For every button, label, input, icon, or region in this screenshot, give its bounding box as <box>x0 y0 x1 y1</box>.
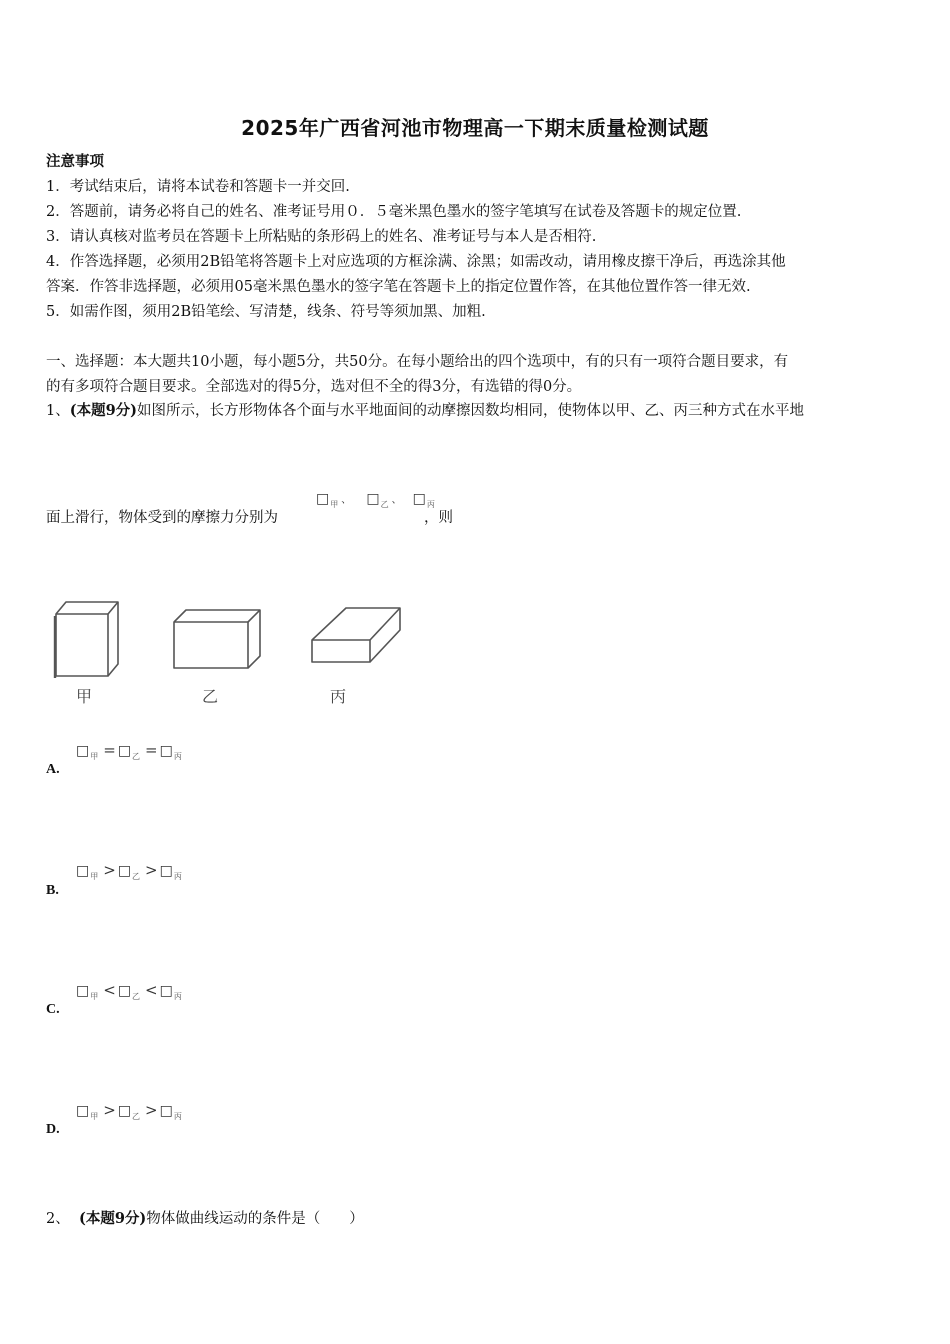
force-symbol-yi: □ <box>366 491 380 507</box>
box-yi <box>174 610 260 668</box>
option-b-expression <box>76 860 185 879</box>
page-title: 2025年广西省河池市物理高一下期末质量检测试题 <box>241 116 709 140</box>
q1-stem-text: 如图所示，长方形物体各个面与水平地面间的动摩擦因数均相同，使物体以甲、乙、丙三种方式在水平地 <box>137 403 805 419</box>
section1-intro-line2: 的有多项符合题目要求。全部选对的得5分，选对但不全的得3分，有选错的得0分。 <box>46 379 582 395</box>
option-c-op1: < <box>103 981 116 999</box>
option-d-expression <box>76 1100 185 1119</box>
q2-stem-text: 物体做曲线运动的条件是（ ） <box>146 1211 364 1227</box>
figure-label-jia: 甲 <box>76 687 93 706</box>
option-b-label[interactable]: B. <box>46 883 59 898</box>
q1-stem-line2a: 面上滑行，物体受到的摩擦力分别为 <box>46 510 278 526</box>
force-sep-1: 、 <box>341 495 352 506</box>
section1-intro-line1: 一、选择题：本大题共10小题，每小题5分，共50分。在每小题给出的四个选项中，有的只有一项符合题目要求，有 <box>46 354 789 370</box>
box-bing <box>312 608 400 662</box>
q1-number: 1、 <box>46 403 70 419</box>
box-jia <box>55 602 118 678</box>
option-b-sub2: 乙 <box>132 872 141 881</box>
option-c-sub3: 丙 <box>173 992 182 1001</box>
option-c-f2: □ <box>117 983 132 999</box>
option-c-f1: □ <box>76 983 90 999</box>
note-item-1: 1．考试结束后，请将本试卷和答题卡一并交回. <box>46 179 350 195</box>
option-c-op2: < <box>145 981 158 999</box>
option-d-f3: □ <box>159 1103 173 1119</box>
notes-heading: 注意事项 <box>46 153 104 170</box>
option-b-op1: > <box>103 861 116 879</box>
note-item-4-cont: 答案．作答非选择题，必须用05毫米黑色墨水的签字笔在答题卡上的指定位置作答，在其他位置作答一律无效. <box>46 279 751 295</box>
option-b-op2: > <box>145 861 158 879</box>
option-c-sub1: 甲 <box>90 992 99 1001</box>
note-item-4: 4．作答选择题，必须用2B铅笔将答题卡上对应选项的方框涂满、涂黑；如需改动，请用橡皮擦干净后，再选涂其他 <box>46 254 786 270</box>
option-c-label[interactable]: C. <box>46 1002 60 1017</box>
option-a-expression <box>76 740 185 759</box>
option-d-label[interactable]: D. <box>46 1122 60 1137</box>
force-sub-yi: 乙 <box>380 500 389 509</box>
option-d-sub2: 乙 <box>132 1112 141 1121</box>
force-symbol-bing: □ <box>412 491 426 507</box>
option-a-f3: □ <box>159 743 173 759</box>
option-b-sub3: 丙 <box>173 872 182 881</box>
option-d-f2: □ <box>117 1103 132 1119</box>
force-sub-bing: 丙 <box>426 500 435 509</box>
q2-stem <box>46 1209 364 1229</box>
option-a-f1: □ <box>76 743 90 759</box>
option-a-op1: = <box>103 741 116 759</box>
option-d-op1: > <box>103 1101 116 1119</box>
note-item-5: 5．如需作图，须用2B铅笔绘、写清楚，线条、符号等须加黑、加粗. <box>46 304 486 320</box>
note-item-2: 2．答题前，请务必将自己的姓名、准考证号用０．５毫米黑色墨水的签字笔填写在试卷及答题卡的规定位置. <box>46 204 742 220</box>
force-sep-2: 、 <box>391 495 402 506</box>
q2-number: 2、 <box>46 1211 70 1227</box>
option-a-sub3: 丙 <box>173 752 182 761</box>
figure-label-yi: 乙 <box>202 687 219 706</box>
option-d-sub3: 丙 <box>173 1112 182 1121</box>
option-b-f3: □ <box>159 863 173 879</box>
option-d-f1: □ <box>76 1103 90 1119</box>
option-a-sub1: 甲 <box>90 752 99 761</box>
force-sub-jia: 甲 <box>330 500 339 509</box>
force-symbol-jia: □ <box>316 491 330 507</box>
q1-score: (本题9分) <box>69 402 138 419</box>
q1-stem-line2b: ，则 <box>424 510 453 526</box>
option-b-sub1: 甲 <box>90 872 99 881</box>
option-c-f3: □ <box>159 983 173 999</box>
option-c-sub2: 乙 <box>132 992 141 1001</box>
note-item-3: 3．请认真核对监考员在答题卡上所粘贴的条形码上的姓名、准考证号与本人是否相符. <box>46 229 597 245</box>
figure-label-bing: 丙 <box>330 687 347 706</box>
q2-score: (本题9分) <box>78 1210 147 1227</box>
option-a-op2: = <box>145 741 158 759</box>
option-c-expression <box>76 980 185 999</box>
option-d-sub1: 甲 <box>90 1112 99 1121</box>
option-b-f2: □ <box>117 863 132 879</box>
option-a-label[interactable]: A. <box>46 762 60 777</box>
option-a-f2: □ <box>117 743 132 759</box>
option-b-f1: □ <box>76 863 90 879</box>
option-a-sub2: 乙 <box>132 752 141 761</box>
option-d-op2: > <box>145 1101 158 1119</box>
